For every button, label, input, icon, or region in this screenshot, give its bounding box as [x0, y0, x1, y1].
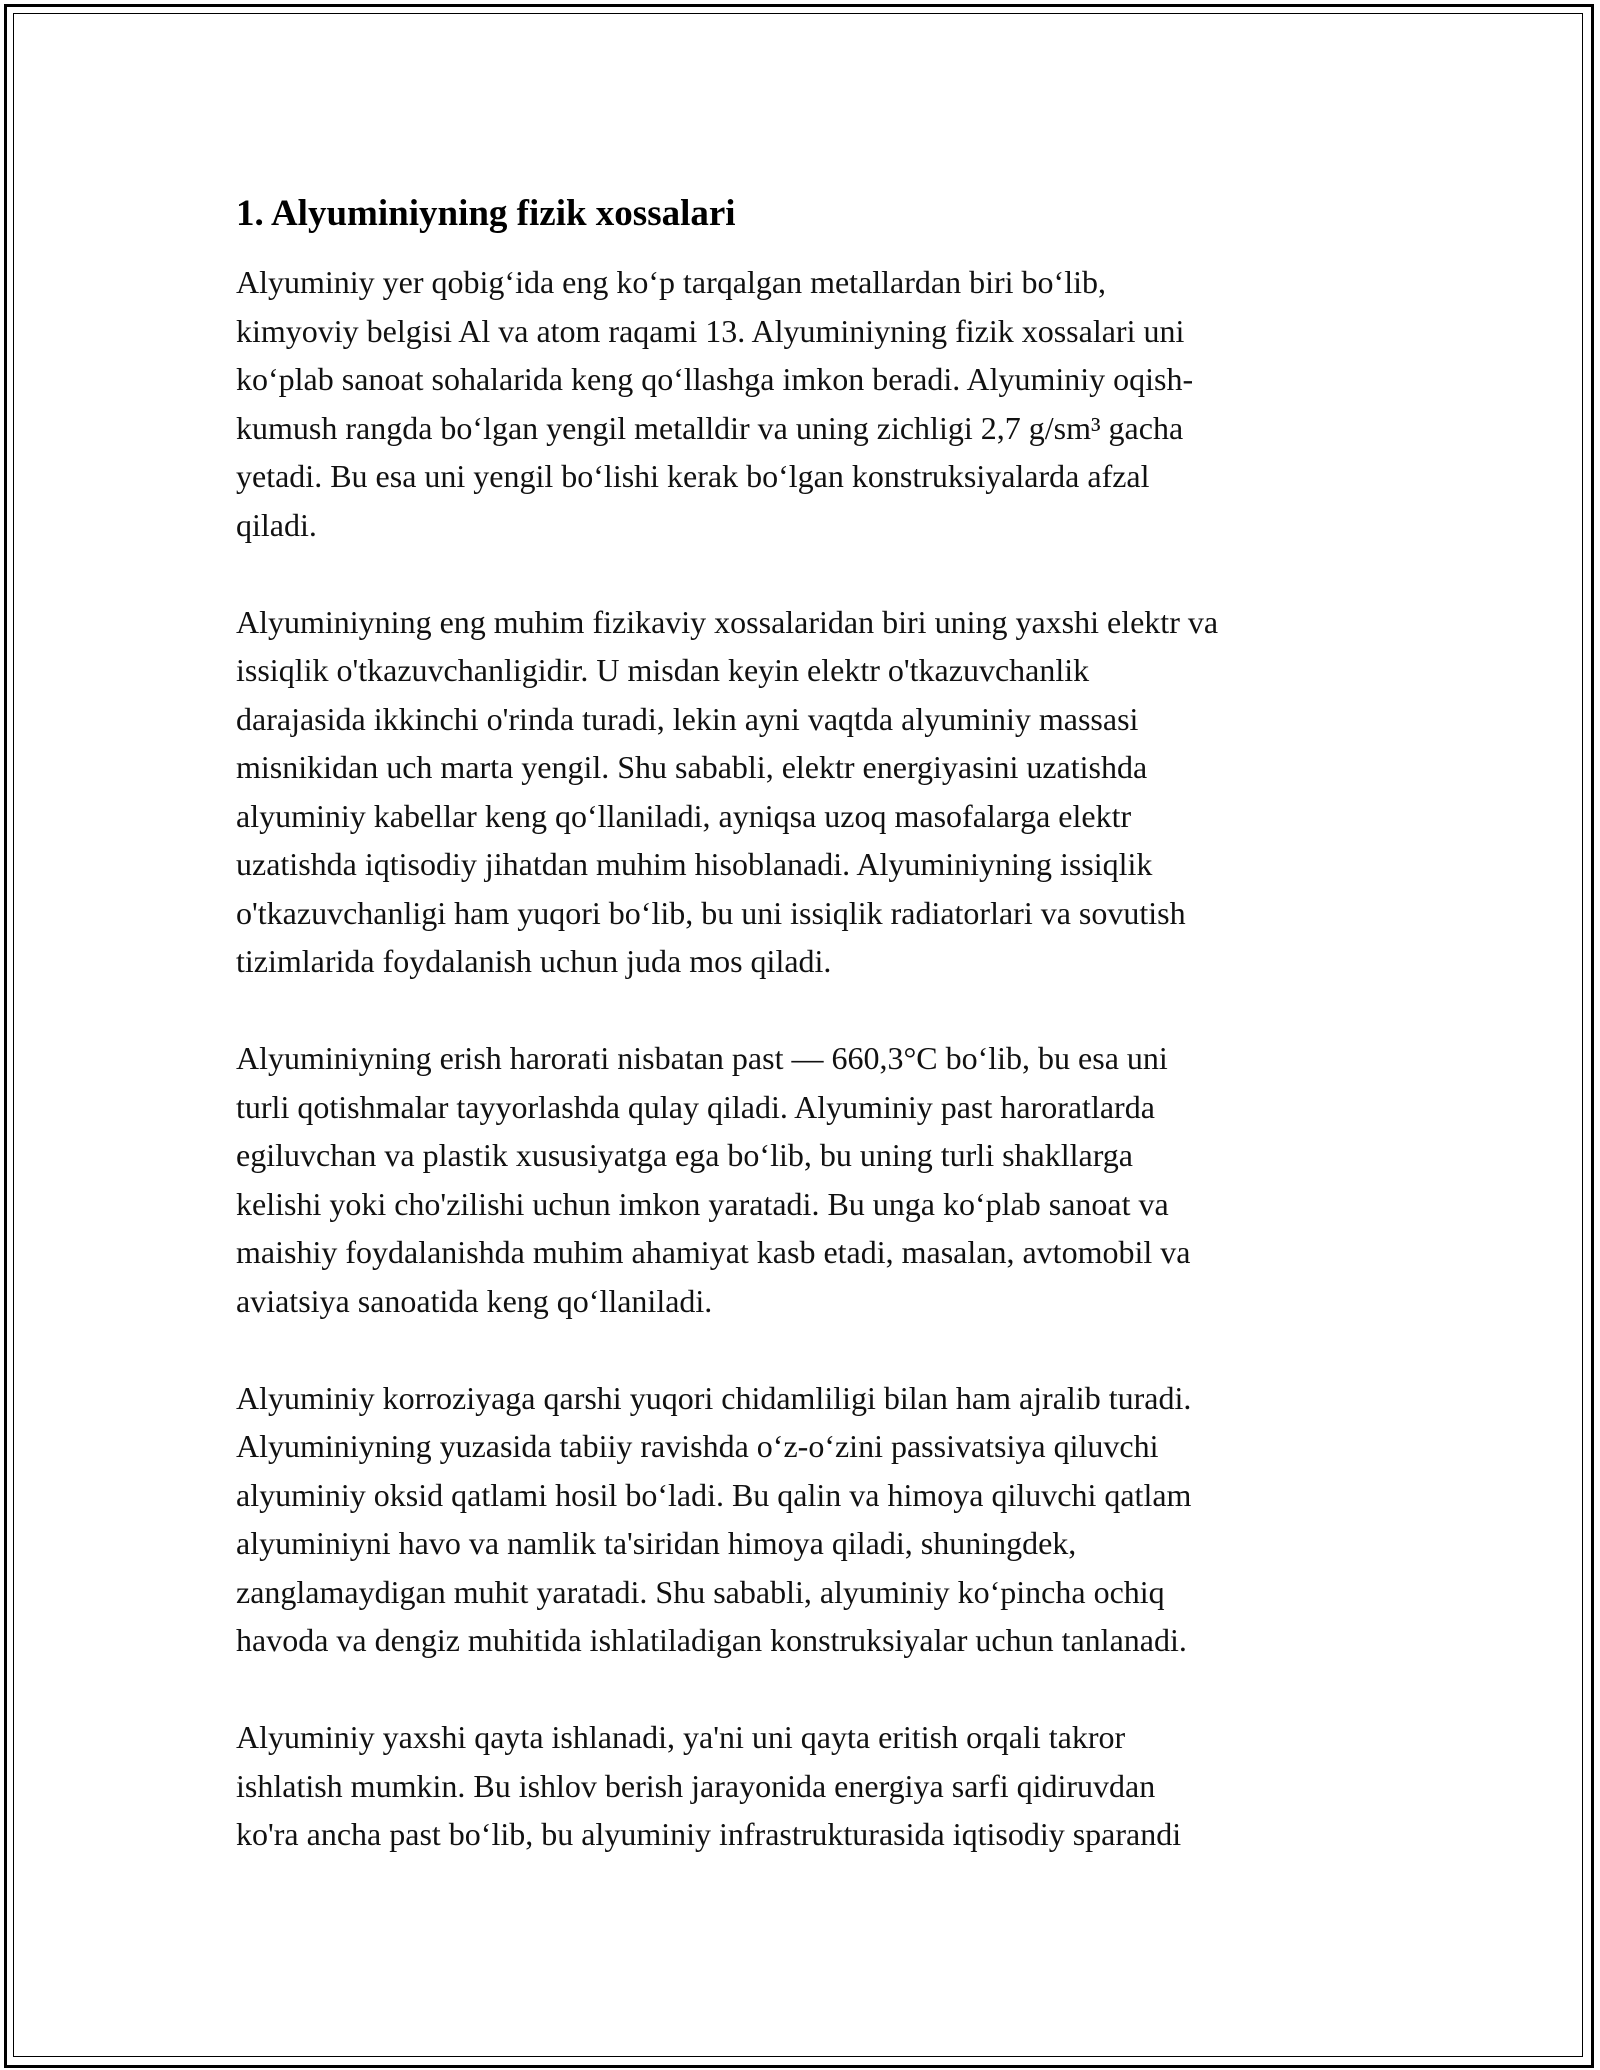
paragraph-line: alyuminiy oksid qatlami hosil bo‘ladi. Bu qalin va himoya qiluvchi qatlam	[236, 1476, 1192, 1513]
paragraph-line: yetadi. Bu esa uni yengil bo‘lishi kerak bo‘lgan konstruksiyalarda afzal	[236, 458, 1150, 494]
paragraph-line: maishiy foydalanishda muhim ahamiyat kasb etadi, masalan, avtomobil va	[236, 1234, 1191, 1270]
paragraph-line: tizimlarida foydalanish uchun juda mos qiladi.	[236, 943, 832, 979]
paragraph-line: alyuminiyni havo va namlik ta'siridan himoya qiladi, shuningdek,	[236, 1525, 1077, 1561]
paragraph-line: zanglamaydigan muhit yaratadi. Shu sababli, alyuminiy ko‘pincha ochiq	[236, 1573, 1165, 1610]
paragraph-line: darajasida ikkinchi o'rinda turadi, lekin ayni vaqtda alyuminiy massasi	[236, 700, 1139, 737]
paragraph-line: Alyuminiyning erish harorati nisbatan past — 660,3°C bo‘lib, bu esa uni	[236, 1040, 1168, 1076]
paragraph-line: kimyoviy belgisi Al va atom raqami 13. Alyuminiyning fizik xossalari uni	[236, 312, 1185, 349]
paragraph-line: uzatishda iqtisodiy jihatdan muhim hisoblanadi. Alyuminiyning issiqlik	[236, 846, 1153, 882]
paragraph-line: turli qotishmalar tayyorlashda qulay qiladi. Alyuminiy past haroratlarda	[236, 1088, 1155, 1125]
paragraph-line: havoda va dengiz muhitida ishlatiladigan konstruksiyalar uchun tanlanadi.	[236, 1622, 1187, 1658]
paragraph-line: ishlatish mumkin. Bu ishlov berish jarayonida energiya sarfi qidiruvdan	[236, 1767, 1156, 1804]
paragraph-1	[236, 258, 1366, 549]
paragraph-line: qiladi.	[236, 506, 317, 543]
paragraph-2	[236, 598, 1366, 986]
section-heading: 1. Alyuminiyning fizik xossalari	[236, 193, 736, 234]
paragraph-line: aviatsiya sanoatida keng qo‘llaniladi.	[236, 1282, 713, 1319]
paragraph-line: Alyuminiyning eng muhim fizikaviy xossalaridan biri uning yaxshi elektr va	[236, 603, 1219, 640]
paragraph-line: kelishi yoki cho'zilishi uchun imkon yaratadi. Bu unga ko‘plab sanoat va	[236, 1185, 1169, 1222]
paragraph-5	[236, 1713, 1366, 1859]
paragraph-line: egiluvchan va plastik xususiyatga ega bo‘lib, bu uning turli shakllarga	[236, 1137, 1133, 1173]
paragraph-3	[236, 1034, 1366, 1325]
paragraph-line: kumush rangda bo‘lgan yengil metalldir va uning zichligi 2,7 g/sm³ gacha	[236, 409, 1184, 446]
document-body	[236, 190, 1366, 1859]
paragraph-line: ko‘plab sanoat sohalarida keng qo‘llashga imkon beradi. Alyuminiy oqish-	[236, 361, 1194, 397]
paragraph-line: alyuminiy kabellar keng qo‘llaniladi, ayniqsa uzoq masofalarga elektr	[236, 797, 1132, 834]
paragraph-line: ko'ra ancha past bo‘lib, bu alyuminiy infrastrukturasida iqtisodiy sparandi	[236, 1816, 1182, 1852]
paragraph-line: Alyuminiy korroziyaga qarshi yuqori chidamliligi bilan ham ajralib turadi.	[236, 1379, 1192, 1416]
paragraph-line: issiqlik o'tkazuvchanligidir. U misdan keyin elektr o'tkazuvchanlik	[236, 652, 1090, 688]
paragraph-line: o'tkazuvchanligi ham yuqori bo‘lib, bu uni issiqlik radiatorlari va sovutish	[236, 894, 1186, 931]
paragraph-line: Alyuminiyning yuzasida tabiiy ravishda o‘z-o‘zini passivatsiya qiluvchi	[236, 1428, 1159, 1464]
paragraph-4	[236, 1374, 1366, 1665]
paragraph-line: Alyuminiy yaxshi qayta ishlanadi, ya'ni uni qayta eritish orqali takror	[236, 1719, 1126, 1755]
paragraph-line: misnikidan uch marta yengil. Shu sababli, elektr energiyasini uzatishda	[236, 749, 1148, 785]
paragraph-line: Alyuminiy yer qobig‘ida eng ko‘p tarqalgan metallardan biri bo‘lib,	[236, 264, 1106, 300]
